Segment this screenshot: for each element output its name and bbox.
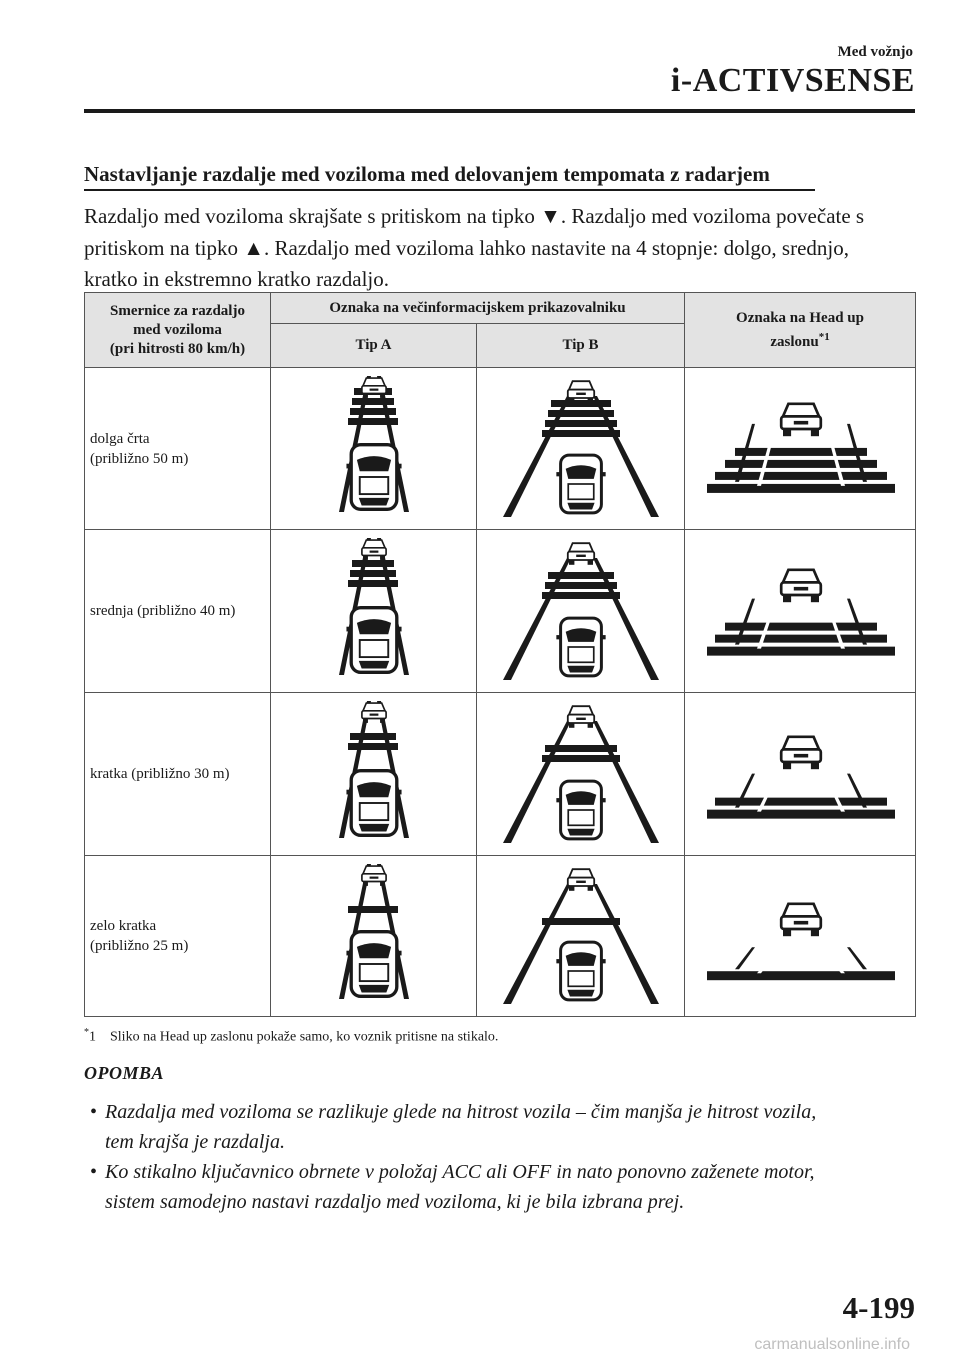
distance-bar — [707, 647, 895, 656]
distance-bar — [545, 582, 617, 589]
distance-bar — [551, 400, 611, 407]
hud-icon — [685, 856, 916, 1017]
col-header-hud: Oznaka na Head up zaslonu$^{*1}$ — [685, 293, 916, 368]
intro-line: kratko in ekstremno kratko razdaljo. — [84, 267, 389, 291]
distance-label: dolga črta (približno 50 m) — [85, 368, 271, 530]
car-icon — [556, 942, 605, 1000]
distance-bar — [350, 733, 396, 740]
distance-bar — [545, 745, 617, 752]
type-a-icon — [271, 856, 477, 1017]
type-a-icon — [271, 530, 477, 693]
distance-bar — [725, 460, 877, 468]
lead-car-icon — [362, 703, 386, 723]
footnote: *1 Sliko na Head up zaslonu pokaže samo, ko voznik pritisne na stikalo. — [84, 1027, 499, 1045]
bullet: • — [90, 1101, 98, 1123]
car-icon — [346, 445, 401, 510]
lead-car-icon — [781, 737, 821, 769]
lead-car-icon — [781, 904, 821, 936]
type-b-icon — [477, 530, 685, 693]
car-icon — [346, 771, 401, 836]
car-icon — [556, 781, 605, 839]
list-item: • Ko stikalno ključavnico obrnete v položaj ACC ali OFF in nato ponovno zaženete motor, sistem samodejno nastavi razdaljo med voziloma, ki je bila izbrana prej. — [90, 1157, 920, 1217]
car-icon — [346, 932, 401, 997]
header-section: Med vožnjo — [837, 44, 913, 60]
lead-car-icon — [362, 540, 386, 560]
intro-paragraph — [84, 201, 924, 296]
hud-icon — [685, 368, 916, 530]
intro-line: Razdaljo med voziloma skrajšate s pritiskom na tipko ▼. Razdaljo med voziloma povečate s — [84, 204, 865, 228]
distance-bar — [348, 580, 398, 587]
lead-car-icon — [568, 706, 594, 728]
lead-car-icon — [568, 381, 594, 403]
distance-bar — [348, 743, 398, 750]
distance-bar — [542, 592, 620, 599]
lead-car-icon — [568, 543, 594, 565]
col-header-guideline: Smernice za razdaljo med voziloma (pri hitrosti 80 km/h) — [85, 293, 271, 368]
distance-bar — [735, 448, 867, 456]
note-list — [90, 1097, 920, 1217]
distance-bar — [542, 755, 620, 762]
distance-bar — [348, 418, 398, 425]
hud-icon — [685, 530, 916, 693]
page-number: 4-199 — [842, 1290, 915, 1325]
lead-car-icon — [568, 869, 594, 891]
type-b-icon — [477, 368, 685, 530]
distance-bar — [548, 572, 614, 579]
col-header-type-a: Tip A — [271, 324, 477, 368]
intro-line: pritiskom na tipko ▲. Razdaljo med voziloma lahko nastavite na 4 stopnje: dolgo, srednjo, — [84, 235, 849, 260]
distance-bar — [707, 484, 895, 493]
distance-bar — [707, 971, 895, 980]
distance-bar — [542, 918, 620, 925]
note-title: OPOMBA — [84, 1063, 165, 1083]
type-a-icon — [271, 693, 477, 856]
lead-car-icon — [781, 570, 821, 602]
distance-label: srednja (približno 40 m) — [85, 530, 271, 693]
distance-bar — [352, 560, 394, 567]
header-rule — [84, 109, 915, 113]
distance-bar — [542, 430, 620, 437]
distance-label: kratka (približno 30 m) — [85, 693, 271, 856]
heading-underline — [84, 189, 815, 191]
distance-bar — [350, 408, 396, 415]
distance-bar — [707, 810, 895, 819]
type-a-icon — [271, 368, 477, 530]
table-row — [85, 368, 916, 530]
watermark: carmanualsonline.info — [754, 1336, 910, 1353]
type-b-icon — [477, 693, 685, 856]
lead-car-icon — [781, 404, 821, 436]
chapter-title: i-ACTIVSENSE — [670, 62, 915, 99]
distance-bar — [348, 906, 398, 913]
car-icon — [346, 608, 401, 673]
col-header-multi-display: Oznaka na večinformacijskem prikazovalniku — [271, 293, 685, 324]
list-item: • Razdalja med voziloma se razlikuje glede na hitrost vozila – čim manjša je hitrost vozila, tem krajša je razdalja. — [90, 1097, 920, 1157]
section-heading: Nastavljanje razdalje med voziloma med delovanjem tempomata z radarjem — [84, 162, 770, 186]
lead-car-icon — [362, 866, 386, 886]
distance-table — [84, 292, 916, 1017]
distance-label: zelo kratka (približno 25 m) — [85, 856, 271, 1017]
hud-icon — [685, 693, 916, 856]
table-row — [85, 693, 916, 856]
table-row — [85, 530, 916, 693]
car-icon — [556, 618, 605, 676]
distance-bar — [352, 398, 394, 405]
car-icon — [556, 455, 605, 513]
type-b-icon — [477, 856, 685, 1017]
col-header-type-b: Tip B — [477, 324, 685, 368]
distance-bar — [350, 570, 396, 577]
bullet: • — [90, 1161, 98, 1183]
table-row — [85, 856, 916, 1017]
distance-bar — [548, 410, 614, 417]
distance-bar — [725, 623, 877, 631]
distance-bar — [545, 420, 617, 427]
